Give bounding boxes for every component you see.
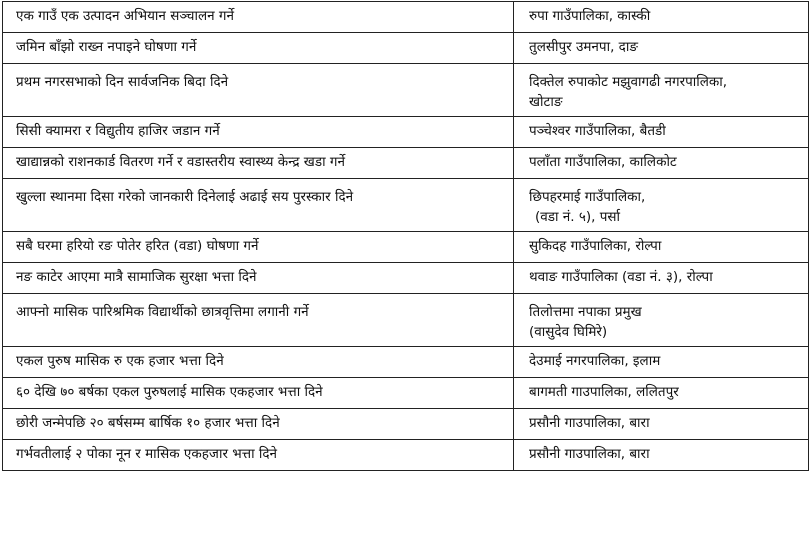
location-cell [514, 148, 809, 179]
table-row [3, 33, 809, 64]
table-row [3, 440, 809, 471]
activity-cell [3, 440, 514, 471]
activity-cell [3, 148, 514, 179]
location-cell [514, 294, 809, 347]
location-cell [514, 409, 809, 440]
location-cell [514, 263, 809, 294]
location-text-line-2: (वासुदेव घिमिरे) [529, 324, 608, 340]
activity-text: सबै घरमा हरियो रङ पोतेर हरित (वडा) घोषणा गर्ने [16, 238, 259, 254]
activity-text: एक गाउँ एक उत्पादन अभियान सञ्चालन गर्ने [16, 8, 235, 24]
location-text: पञ्चेश्वर गाउँपालिका, बैतडी [529, 123, 666, 139]
location-text: बागमती गाउपालिका, ललितपुर [529, 384, 679, 400]
table-row [3, 263, 809, 294]
activity-cell [3, 347, 514, 378]
location-text: सुकिदह गाउँपालिका, रोल्पा [529, 238, 662, 254]
location-cell [514, 378, 809, 409]
table-row [3, 179, 809, 232]
location-text: देउमाई नगरपालिका, इलाम [529, 353, 661, 369]
location-text: छिपहरमाई गाउँपालिका, [529, 189, 646, 205]
location-cell [514, 64, 809, 117]
activity-cell [3, 378, 514, 409]
location-cell [514, 2, 809, 33]
activity-text: एकल पुरुष मासिक रु एक हजार भत्ता दिने [16, 353, 224, 369]
table-row [3, 378, 809, 409]
activity-text: खाद्यान्नको राशनकार्ड वितरण गर्ने र वडास्तरीय स्वास्थ्य केन्द्र खडा गर्ने [16, 154, 345, 170]
location-text: थवाङ गाउँपालिका (वडा नं. ३), रोल्पा [529, 269, 713, 285]
table-row [3, 294, 809, 347]
location-text: तुलसीपुर उमनपा, दाङ [529, 39, 638, 55]
location-text: रुपा गाउँपालिका, कास्की [529, 8, 651, 24]
location-text: दिक्तेल रुपाकोट मझुवागढी नगरपालिका, [529, 74, 728, 90]
table-row [3, 148, 809, 179]
location-text: प्रसौनी गाउपालिका, बारा [529, 415, 650, 431]
table-row [3, 2, 809, 33]
table-row [3, 64, 809, 117]
activity-text: नङ काटेर आएमा मात्रै सामाजिक सुरक्षा भत्ता दिने [16, 269, 257, 285]
activity-text: गर्भवतीलाई २ पोका नून र मासिक एकहजार भत्ता दिने [16, 446, 278, 462]
activity-cell [3, 64, 514, 117]
location-cell [514, 232, 809, 263]
location-text-line-2: खोटाङ [529, 94, 563, 110]
location-text-line-2: (वडा नं. ५), पर्सा [535, 209, 621, 225]
activity-cell [3, 232, 514, 263]
location-text: पलाँता गाउँपालिका, कालिकोट [529, 154, 677, 170]
location-text: तिलोत्तमा नपाका प्रमुख [529, 304, 642, 320]
activity-text: खुल्ला स्थानमा दिसा गरेको जानकारी दिनेलाई अढाई सय पुरस्कार दिने [16, 189, 354, 205]
table-row [3, 232, 809, 263]
activities-table [2, 1, 809, 471]
activity-cell [3, 117, 514, 148]
table-row [3, 117, 809, 148]
location-cell [514, 117, 809, 148]
activity-text: ६० देखि ७० बर्षका एकल पुरुषलाई मासिक एकहजार भत्ता दिने [16, 384, 323, 400]
activity-cell [3, 33, 514, 64]
location-cell [514, 33, 809, 64]
table-row [3, 409, 809, 440]
location-cell [514, 179, 809, 232]
activity-text: आफ्नो मासिक पारिश्रमिक विद्यार्थीको छात्रवृत्तिमा लगानी गर्ने [16, 304, 309, 320]
location-cell [514, 347, 809, 378]
activity-cell [3, 179, 514, 232]
activity-cell [3, 409, 514, 440]
activity-cell [3, 263, 514, 294]
location-text: प्रसौनी गाउपालिका, बारा [529, 446, 650, 462]
location-cell [514, 440, 809, 471]
activity-cell [3, 294, 514, 347]
activity-text: सिसी क्यामरा र विद्युतीय हाजिर जडान गर्ने [16, 123, 220, 139]
activity-text: जमिन बाँझो राख्न नपाइने घोषणा गर्ने [16, 39, 197, 55]
activity-cell [3, 2, 514, 33]
table-row [3, 347, 809, 378]
activity-text: छोरी जन्मेपछि २० बर्षसम्म बार्षिक १० हजार भत्ता दिने [16, 415, 280, 431]
activity-text: प्रथम नगरसभाको दिन सार्वजनिक बिदा दिने [16, 74, 229, 90]
